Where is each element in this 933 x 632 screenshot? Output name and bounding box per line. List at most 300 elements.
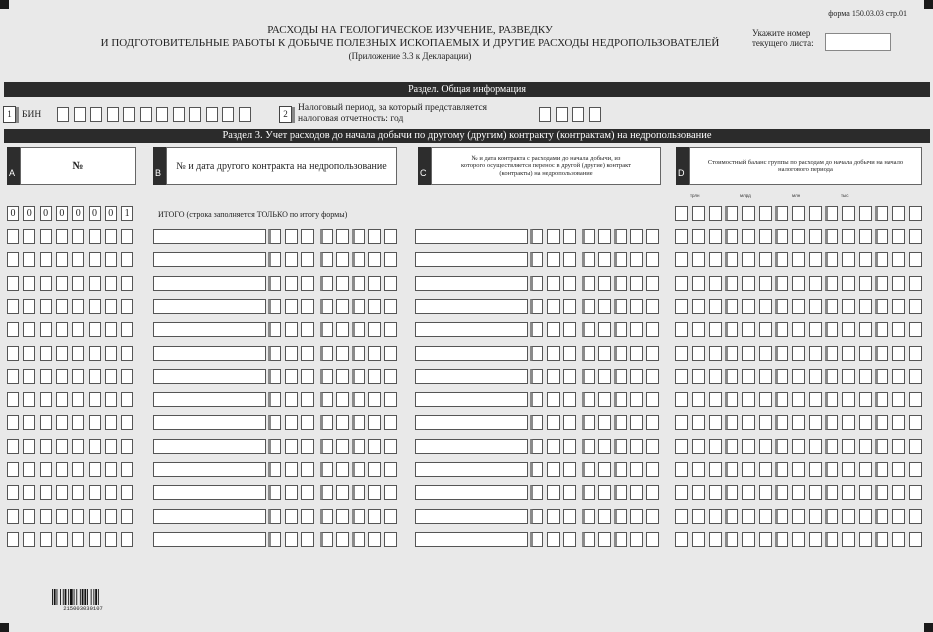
row-number-cell[interactable] [7, 532, 19, 547]
contract-c-date-cell[interactable] [530, 322, 543, 337]
contract-c-date-cell[interactable] [547, 439, 560, 454]
row-number-cell[interactable] [7, 415, 19, 430]
contract-b-date-cell[interactable] [320, 229, 333, 244]
balance-digit-cell[interactable] [892, 462, 905, 477]
balance-digit-cell[interactable] [742, 229, 755, 244]
contract-c-date-cell[interactable] [563, 415, 576, 430]
balance-digit-cell[interactable] [859, 346, 872, 361]
row-number-cell[interactable] [105, 392, 117, 407]
row-number-cell[interactable] [56, 439, 68, 454]
balance-digit-cell[interactable] [875, 532, 888, 547]
balance-digit-cell[interactable] [709, 439, 722, 454]
balance-digit-cell[interactable] [909, 346, 922, 361]
balance-digit-cell[interactable] [875, 369, 888, 384]
contract-b-date-cell[interactable] [352, 276, 365, 291]
balance-digit-cell[interactable] [825, 532, 838, 547]
balance-digit-cell[interactable] [742, 439, 755, 454]
contract-b-date-cell[interactable] [352, 415, 365, 430]
contract-c-date-cell[interactable] [563, 369, 576, 384]
contract-c-date-cell[interactable] [598, 415, 611, 430]
contract-c-date-cell[interactable] [530, 392, 543, 407]
total-balance-digit-cell[interactable] [909, 206, 922, 221]
contract-c-date-cell[interactable] [563, 229, 576, 244]
row-number-cell[interactable] [105, 532, 117, 547]
balance-digit-cell[interactable] [709, 369, 722, 384]
balance-digit-cell[interactable] [809, 415, 822, 430]
row-number-cell[interactable] [89, 229, 101, 244]
contract-b-date-cell[interactable] [268, 462, 281, 477]
balance-digit-cell[interactable] [909, 299, 922, 314]
balance-digit-cell[interactable] [792, 299, 805, 314]
balance-digit-cell[interactable] [842, 369, 855, 384]
row-number-cell[interactable] [121, 509, 133, 524]
contract-b-date-cell[interactable] [320, 439, 333, 454]
contract-c-date-cell[interactable] [530, 276, 543, 291]
contract-b-name-field[interactable] [153, 532, 266, 547]
row-number-cell[interactable] [72, 276, 84, 291]
balance-digit-cell[interactable] [825, 346, 838, 361]
contract-c-date-cell[interactable] [563, 485, 576, 500]
balance-digit-cell[interactable] [775, 392, 788, 407]
contract-c-date-cell[interactable] [630, 439, 643, 454]
row-number-cell[interactable] [89, 439, 101, 454]
balance-digit-cell[interactable] [675, 532, 688, 547]
contract-c-date-cell[interactable] [582, 509, 595, 524]
balance-digit-cell[interactable] [692, 346, 705, 361]
contract-b-date-cell[interactable] [336, 322, 349, 337]
balance-digit-cell[interactable] [742, 299, 755, 314]
balance-digit-cell[interactable] [892, 322, 905, 337]
balance-digit-cell[interactable] [825, 252, 838, 267]
contract-c-date-cell[interactable] [563, 509, 576, 524]
row-number-cell[interactable] [121, 252, 133, 267]
row-number-cell[interactable] [72, 415, 84, 430]
contract-b-name-field[interactable] [153, 229, 266, 244]
balance-digit-cell[interactable] [775, 439, 788, 454]
balance-digit-cell[interactable] [825, 276, 838, 291]
balance-digit-cell[interactable] [709, 299, 722, 314]
contract-c-date-cell[interactable] [646, 252, 659, 267]
balance-digit-cell[interactable] [909, 252, 922, 267]
contract-b-date-cell[interactable] [320, 532, 333, 547]
balance-digit-cell[interactable] [892, 439, 905, 454]
contract-b-date-cell[interactable] [352, 485, 365, 500]
balance-digit-cell[interactable] [892, 485, 905, 500]
contract-c-date-cell[interactable] [630, 485, 643, 500]
row-number-cell[interactable] [40, 509, 52, 524]
contract-c-date-cell[interactable] [614, 276, 627, 291]
contract-c-date-cell[interactable] [547, 299, 560, 314]
contract-c-date-cell[interactable] [530, 346, 543, 361]
contract-b-date-cell[interactable] [336, 229, 349, 244]
contract-b-date-cell[interactable] [352, 509, 365, 524]
bin-digit-cell[interactable] [107, 107, 119, 122]
bin-digit-cell[interactable] [222, 107, 234, 122]
row-number-cell[interactable] [56, 322, 68, 337]
balance-digit-cell[interactable] [692, 485, 705, 500]
contract-c-date-cell[interactable] [598, 322, 611, 337]
contract-b-name-field[interactable] [153, 346, 266, 361]
contract-c-date-cell[interactable] [598, 346, 611, 361]
total-balance-digit-cell[interactable] [859, 206, 872, 221]
row-number-cell[interactable] [121, 532, 133, 547]
balance-digit-cell[interactable] [692, 369, 705, 384]
contract-c-date-cell[interactable] [547, 322, 560, 337]
balance-digit-cell[interactable] [675, 415, 688, 430]
contract-c-name-field[interactable] [415, 439, 528, 454]
balance-digit-cell[interactable] [709, 229, 722, 244]
row-number-cell[interactable] [23, 369, 35, 384]
contract-c-date-cell[interactable] [646, 276, 659, 291]
balance-digit-cell[interactable] [909, 392, 922, 407]
row-number-cell[interactable] [121, 462, 133, 477]
contract-c-date-cell[interactable] [614, 439, 627, 454]
row-number-cell[interactable] [105, 439, 117, 454]
contract-c-date-cell[interactable] [598, 532, 611, 547]
balance-digit-cell[interactable] [825, 229, 838, 244]
contract-c-date-cell[interactable] [547, 532, 560, 547]
balance-digit-cell[interactable] [809, 346, 822, 361]
contract-b-date-cell[interactable] [268, 252, 281, 267]
contract-c-date-cell[interactable] [598, 392, 611, 407]
balance-digit-cell[interactable] [725, 299, 738, 314]
contract-b-date-cell[interactable] [301, 369, 314, 384]
balance-digit-cell[interactable] [842, 252, 855, 267]
contract-b-date-cell[interactable] [285, 509, 298, 524]
row-number-cell[interactable] [105, 229, 117, 244]
balance-digit-cell[interactable] [792, 462, 805, 477]
contract-b-date-cell[interactable] [285, 392, 298, 407]
row-number-cell[interactable] [56, 462, 68, 477]
contract-b-date-cell[interactable] [285, 439, 298, 454]
total-balance-digit-cell[interactable] [725, 206, 738, 221]
balance-digit-cell[interactable] [809, 276, 822, 291]
balance-digit-cell[interactable] [859, 532, 872, 547]
row-number-cell[interactable] [23, 462, 35, 477]
total-balance-digit-cell[interactable] [775, 206, 788, 221]
balance-digit-cell[interactable] [709, 415, 722, 430]
contract-c-date-cell[interactable] [646, 509, 659, 524]
contract-b-date-cell[interactable] [285, 252, 298, 267]
row-number-cell[interactable] [89, 462, 101, 477]
contract-c-date-cell[interactable] [547, 276, 560, 291]
balance-digit-cell[interactable] [709, 509, 722, 524]
balance-digit-cell[interactable] [792, 229, 805, 244]
row-number-cell[interactable] [7, 369, 19, 384]
balance-digit-cell[interactable] [859, 299, 872, 314]
contract-b-date-cell[interactable] [285, 346, 298, 361]
contract-c-date-cell[interactable] [598, 439, 611, 454]
contract-c-date-cell[interactable] [598, 276, 611, 291]
contract-b-date-cell[interactable] [268, 392, 281, 407]
contract-b-date-cell[interactable] [285, 276, 298, 291]
balance-digit-cell[interactable] [859, 252, 872, 267]
balance-digit-cell[interactable] [775, 462, 788, 477]
contract-b-date-cell[interactable] [384, 322, 397, 337]
row-number-cell[interactable] [56, 415, 68, 430]
balance-digit-cell[interactable] [892, 415, 905, 430]
row-number-cell[interactable] [105, 485, 117, 500]
contract-c-date-cell[interactable] [582, 369, 595, 384]
contract-b-date-cell[interactable] [301, 322, 314, 337]
contract-b-date-cell[interactable] [336, 462, 349, 477]
contract-b-date-cell[interactable] [268, 439, 281, 454]
balance-digit-cell[interactable] [775, 276, 788, 291]
total-balance-digit-cell[interactable] [875, 206, 888, 221]
balance-digit-cell[interactable] [859, 322, 872, 337]
balance-digit-cell[interactable] [909, 322, 922, 337]
contract-c-date-cell[interactable] [547, 346, 560, 361]
contract-b-date-cell[interactable] [268, 532, 281, 547]
contract-b-date-cell[interactable] [285, 229, 298, 244]
contract-c-date-cell[interactable] [582, 485, 595, 500]
row-number-cell[interactable] [121, 369, 133, 384]
contract-b-date-cell[interactable] [301, 509, 314, 524]
contract-b-date-cell[interactable] [384, 252, 397, 267]
balance-digit-cell[interactable] [692, 252, 705, 267]
contract-c-date-cell[interactable] [563, 439, 576, 454]
contract-b-date-cell[interactable] [320, 369, 333, 384]
balance-digit-cell[interactable] [759, 322, 772, 337]
balance-digit-cell[interactable] [892, 369, 905, 384]
bin-digit-cell[interactable] [173, 107, 185, 122]
contract-b-date-cell[interactable] [336, 532, 349, 547]
row-number-cell[interactable] [72, 369, 84, 384]
row-number-cell[interactable] [7, 322, 19, 337]
contract-c-date-cell[interactable] [582, 392, 595, 407]
contract-b-date-cell[interactable] [301, 485, 314, 500]
balance-digit-cell[interactable] [675, 485, 688, 500]
balance-digit-cell[interactable] [825, 462, 838, 477]
balance-digit-cell[interactable] [842, 439, 855, 454]
contract-b-date-cell[interactable] [368, 439, 381, 454]
contract-c-date-cell[interactable] [582, 252, 595, 267]
contract-b-date-cell[interactable] [301, 532, 314, 547]
balance-digit-cell[interactable] [859, 462, 872, 477]
balance-digit-cell[interactable] [875, 252, 888, 267]
row-number-cell[interactable] [56, 299, 68, 314]
row-number-cell[interactable] [72, 299, 84, 314]
contract-b-name-field[interactable] [153, 252, 266, 267]
contract-c-date-cell[interactable] [598, 369, 611, 384]
balance-digit-cell[interactable] [709, 392, 722, 407]
contract-c-date-cell[interactable] [630, 252, 643, 267]
row-number-cell[interactable] [23, 229, 35, 244]
contract-c-name-field[interactable] [415, 485, 528, 500]
row-number-cell[interactable] [121, 392, 133, 407]
contract-c-name-field[interactable] [415, 346, 528, 361]
bin-digit-cell[interactable] [57, 107, 69, 122]
balance-digit-cell[interactable] [842, 392, 855, 407]
balance-digit-cell[interactable] [725, 485, 738, 500]
balance-digit-cell[interactable] [859, 509, 872, 524]
row-number-cell[interactable] [105, 415, 117, 430]
row-number-cell[interactable] [23, 322, 35, 337]
row-number-cell[interactable] [72, 509, 84, 524]
row-number-cell[interactable] [40, 346, 52, 361]
balance-digit-cell[interactable] [725, 346, 738, 361]
row-number-cell[interactable] [72, 462, 84, 477]
contract-b-date-cell[interactable] [320, 322, 333, 337]
row-number-cell[interactable] [7, 392, 19, 407]
balance-digit-cell[interactable] [725, 322, 738, 337]
balance-digit-cell[interactable] [842, 532, 855, 547]
bin-digit-cell[interactable] [123, 107, 135, 122]
balance-digit-cell[interactable] [892, 532, 905, 547]
contract-c-date-cell[interactable] [530, 532, 543, 547]
balance-digit-cell[interactable] [692, 509, 705, 524]
row-number-cell[interactable] [105, 322, 117, 337]
balance-digit-cell[interactable] [709, 322, 722, 337]
row-number-cell[interactable] [89, 252, 101, 267]
balance-digit-cell[interactable] [875, 485, 888, 500]
contract-b-date-cell[interactable] [268, 229, 281, 244]
contract-c-date-cell[interactable] [646, 415, 659, 430]
row-number-cell[interactable] [40, 532, 52, 547]
contract-c-date-cell[interactable] [614, 392, 627, 407]
balance-digit-cell[interactable] [825, 485, 838, 500]
row-number-cell[interactable] [7, 346, 19, 361]
contract-b-date-cell[interactable] [368, 252, 381, 267]
row-number-cell[interactable] [23, 509, 35, 524]
balance-digit-cell[interactable] [809, 462, 822, 477]
balance-digit-cell[interactable] [759, 229, 772, 244]
total-balance-digit-cell[interactable] [825, 206, 838, 221]
contract-c-date-cell[interactable] [614, 346, 627, 361]
contract-c-date-cell[interactable] [614, 369, 627, 384]
balance-digit-cell[interactable] [725, 509, 738, 524]
contract-b-date-cell[interactable] [384, 532, 397, 547]
contract-c-date-cell[interactable] [547, 462, 560, 477]
total-balance-digit-cell[interactable] [842, 206, 855, 221]
balance-digit-cell[interactable] [859, 369, 872, 384]
bin-digit-cell[interactable] [140, 107, 152, 122]
balance-digit-cell[interactable] [742, 462, 755, 477]
bin-digit-cell[interactable] [156, 107, 168, 122]
balance-digit-cell[interactable] [909, 276, 922, 291]
contract-c-date-cell[interactable] [630, 462, 643, 477]
contract-b-date-cell[interactable] [352, 462, 365, 477]
balance-digit-cell[interactable] [675, 299, 688, 314]
balance-digit-cell[interactable] [675, 252, 688, 267]
total-balance-digit-cell[interactable] [692, 206, 705, 221]
contract-b-date-cell[interactable] [301, 346, 314, 361]
contract-b-date-cell[interactable] [384, 462, 397, 477]
contract-b-date-cell[interactable] [384, 276, 397, 291]
contract-b-date-cell[interactable] [368, 485, 381, 500]
row-number-cell[interactable] [7, 509, 19, 524]
row-number-cell[interactable] [56, 485, 68, 500]
contract-b-date-cell[interactable] [301, 229, 314, 244]
contract-c-date-cell[interactable] [598, 509, 611, 524]
contract-b-name-field[interactable] [153, 369, 266, 384]
contract-c-name-field[interactable] [415, 415, 528, 430]
balance-digit-cell[interactable] [675, 462, 688, 477]
balance-digit-cell[interactable] [692, 322, 705, 337]
balance-digit-cell[interactable] [759, 369, 772, 384]
contract-c-date-cell[interactable] [630, 509, 643, 524]
contract-b-date-cell[interactable] [320, 415, 333, 430]
balance-digit-cell[interactable] [759, 532, 772, 547]
row-number-cell[interactable] [89, 485, 101, 500]
contract-c-date-cell[interactable] [614, 415, 627, 430]
balance-digit-cell[interactable] [675, 276, 688, 291]
balance-digit-cell[interactable] [675, 369, 688, 384]
row-number-cell[interactable] [89, 392, 101, 407]
contract-c-date-cell[interactable] [614, 462, 627, 477]
row-number-cell[interactable] [105, 346, 117, 361]
balance-digit-cell[interactable] [842, 509, 855, 524]
contract-c-date-cell[interactable] [530, 252, 543, 267]
balance-digit-cell[interactable] [909, 532, 922, 547]
contract-c-date-cell[interactable] [563, 276, 576, 291]
contract-c-date-cell[interactable] [563, 462, 576, 477]
balance-digit-cell[interactable] [909, 229, 922, 244]
contract-c-date-cell[interactable] [630, 392, 643, 407]
contract-b-date-cell[interactable] [336, 415, 349, 430]
balance-digit-cell[interactable] [725, 369, 738, 384]
contract-b-date-cell[interactable] [320, 462, 333, 477]
row-number-cell[interactable] [23, 392, 35, 407]
balance-digit-cell[interactable] [759, 485, 772, 500]
contract-b-date-cell[interactable] [320, 485, 333, 500]
contract-c-date-cell[interactable] [530, 299, 543, 314]
row-number-cell[interactable] [40, 462, 52, 477]
contract-b-date-cell[interactable] [336, 252, 349, 267]
contract-c-date-cell[interactable] [530, 485, 543, 500]
balance-digit-cell[interactable] [709, 346, 722, 361]
contract-b-date-cell[interactable] [268, 369, 281, 384]
balance-digit-cell[interactable] [909, 509, 922, 524]
contract-c-date-cell[interactable] [630, 322, 643, 337]
row-number-cell[interactable] [121, 415, 133, 430]
row-number-cell[interactable] [23, 485, 35, 500]
balance-digit-cell[interactable] [725, 439, 738, 454]
contract-c-date-cell[interactable] [582, 276, 595, 291]
balance-digit-cell[interactable] [675, 392, 688, 407]
balance-digit-cell[interactable] [842, 346, 855, 361]
contract-b-date-cell[interactable] [384, 229, 397, 244]
contract-b-date-cell[interactable] [320, 276, 333, 291]
total-balance-digit-cell[interactable] [675, 206, 688, 221]
balance-digit-cell[interactable] [742, 252, 755, 267]
row-number-cell[interactable] [7, 485, 19, 500]
row-number-cell[interactable] [40, 229, 52, 244]
balance-digit-cell[interactable] [792, 322, 805, 337]
row-number-cell[interactable] [40, 322, 52, 337]
contract-c-name-field[interactable] [415, 276, 528, 291]
balance-digit-cell[interactable] [692, 229, 705, 244]
contract-c-date-cell[interactable] [582, 462, 595, 477]
row-number-cell[interactable] [40, 415, 52, 430]
contract-b-date-cell[interactable] [352, 532, 365, 547]
contract-b-date-cell[interactable] [285, 462, 298, 477]
balance-digit-cell[interactable] [875, 229, 888, 244]
contract-c-date-cell[interactable] [598, 485, 611, 500]
balance-digit-cell[interactable] [709, 462, 722, 477]
balance-digit-cell[interactable] [825, 369, 838, 384]
balance-digit-cell[interactable] [709, 532, 722, 547]
contract-c-date-cell[interactable] [614, 252, 627, 267]
row-number-cell[interactable] [121, 346, 133, 361]
balance-digit-cell[interactable] [775, 509, 788, 524]
row-number-cell[interactable] [105, 462, 117, 477]
contract-b-date-cell[interactable] [268, 276, 281, 291]
balance-digit-cell[interactable] [909, 415, 922, 430]
balance-digit-cell[interactable] [742, 369, 755, 384]
contract-b-date-cell[interactable] [368, 276, 381, 291]
balance-digit-cell[interactable] [792, 485, 805, 500]
